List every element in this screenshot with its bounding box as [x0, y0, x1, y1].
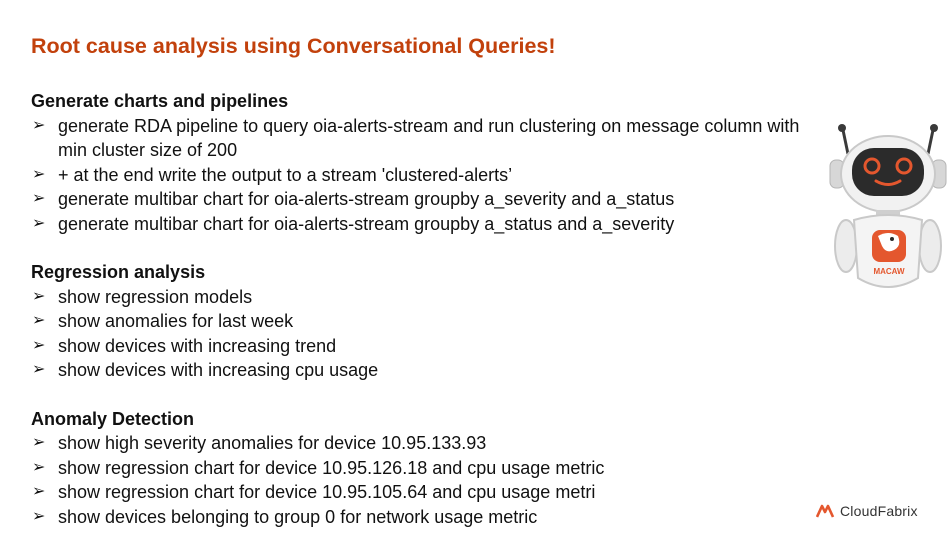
arrow-bullet-icon: ➢: [32, 165, 46, 183]
arrow-bullet-icon: ➢: [32, 312, 46, 329]
arrow-bullet-icon: ➢: [32, 116, 46, 134]
list-item: [31, 358, 811, 383]
arrow-bullet-icon: ➢: [32, 287, 46, 305]
list-item: [31, 431, 811, 456]
list-item: [31, 212, 811, 237]
bullet-list: [31, 431, 811, 529]
robot-badge-label: MACAW: [873, 267, 905, 276]
section-heading: Anomaly Detection: [31, 408, 195, 429]
slide-content: [31, 89, 811, 553]
arrow-bullet-icon: ➢: [32, 190, 46, 207]
bullet-list: [31, 114, 811, 237]
arrow-bullet-icon: ➢: [32, 434, 46, 451]
section-regression-analysis: [31, 260, 811, 383]
list-item-text: show anomalies for last week: [58, 311, 294, 331]
section-heading: Generate charts and pipelines: [31, 91, 289, 111]
list-item-text: + at the end write the output to a stream 'clustered-alerts’: [58, 164, 513, 185]
list-item: [31, 285, 811, 310]
list-item-text: show devices with increasing cpu usage: [58, 360, 379, 380]
section-charts-pipelines: [31, 89, 811, 236]
arrow-bullet-icon: ➢: [32, 361, 46, 378]
list-item-text: generate multibar chart for oia-alerts-stream groupby a_severity and a_status: [58, 189, 675, 209]
brand-logo: [816, 503, 918, 519]
list-item-text: show high severity anomalies for device 10.95.133.93: [58, 433, 487, 453]
cloudfabrix-logo-icon: [816, 504, 836, 518]
list-item: [31, 114, 811, 163]
list-item: [31, 163, 811, 188]
list-item-text: show regression chart for device 10.95.105.64 and cpu usage metri: [58, 482, 596, 502]
list-item: [31, 187, 811, 212]
arrow-bullet-icon: ➢: [32, 214, 46, 232]
list-item: [31, 480, 811, 505]
list-item: [31, 334, 811, 359]
arrow-bullet-icon: ➢: [32, 507, 46, 525]
list-item-text: generate multibar chart for oia-alerts-stream groupby a_status and a_severity: [58, 213, 675, 234]
bullet-list: [31, 285, 811, 383]
list-item: [31, 309, 811, 334]
brand-name: CloudFabrix: [840, 503, 918, 519]
section-anomaly-detection: [31, 407, 811, 530]
list-item-text: generate RDA pipeline to query oia-alerts-stream and run clustering on message column with min cluster size of 200: [58, 115, 800, 160]
list-item-text: show regression models: [58, 286, 253, 307]
slide-title: Root cause analysis using Conversational Queries!: [31, 34, 556, 58]
list-item-text: show devices belonging to group 0 for network usage metric: [58, 506, 538, 527]
section-heading: Regression analysis: [31, 262, 206, 282]
list-item: [31, 456, 811, 481]
list-item: [31, 505, 811, 530]
arrow-bullet-icon: ➢: [32, 483, 46, 500]
list-item-text: show devices with increasing trend: [58, 335, 337, 356]
robot-mascot-icon: [826, 118, 950, 300]
list-item-text: show regression chart for device 10.95.126.18 and cpu usage metric: [58, 457, 605, 478]
arrow-bullet-icon: ➢: [32, 458, 46, 476]
arrow-bullet-icon: ➢: [32, 336, 46, 354]
